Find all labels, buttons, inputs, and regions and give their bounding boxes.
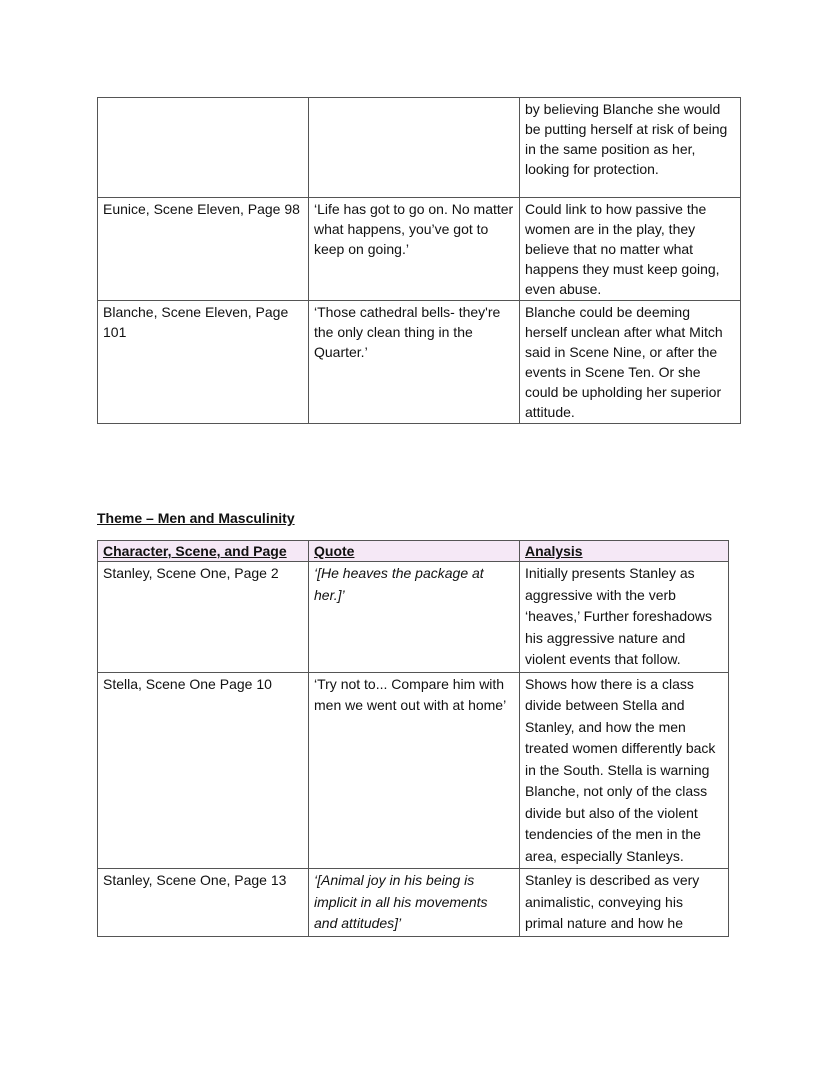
header-character: Character, Scene, and Page (98, 541, 309, 562)
character-cell: Blanche, Scene Eleven, Page 101 (98, 301, 309, 424)
analysis-cell: Shows how there is a class divide between Stella and Stanley, and how the men treated women differently back in the South. Stella is warning Blanche, not only of the class divide but also of the violent tendencies of the men in the area, especially Stanleys. (520, 672, 729, 869)
table-header-row (98, 541, 729, 562)
table-row (98, 198, 741, 301)
character-cell: Stanley, Scene One, Page 13 (98, 869, 309, 937)
character-cell: Stella, Scene One Page 10 (98, 672, 309, 869)
quote-cell (308, 98, 519, 198)
analysis-cell: Blanche could be deeming herself unclean after what Mitch said in Scene Nine, or after the events in Scene Ten. Or she could be upholding her superior attitude. (519, 301, 740, 424)
analysis-cell: Initially presents Stanley as aggressive with the verb ‘heaves,’ Further foreshadows his aggressive nature and violent events that follow. (520, 562, 729, 673)
quote-cell: ‘Try not to... Compare him with men we went out with at home’ (309, 672, 520, 869)
table-row (98, 98, 741, 198)
character-cell: Stanley, Scene One, Page 2 (98, 562, 309, 673)
section-heading: Theme – Men and Masculinity (97, 510, 295, 526)
header-analysis: Analysis (520, 541, 729, 562)
table-row (98, 869, 729, 937)
table-row (98, 301, 741, 424)
quote-cell: ‘Those cathedral bells- they're the only clean thing in the Quarter.’ (308, 301, 519, 424)
analysis-cell: Stanley is described as very animalistic, conveying his primal nature and how he (520, 869, 729, 937)
table-row (98, 672, 729, 869)
quote-cell: ‘Life has got to go on. No matter what happens, you’ve got to keep on going.’ (308, 198, 519, 301)
character-cell: Eunice, Scene Eleven, Page 98 (98, 198, 309, 301)
character-cell (98, 98, 309, 198)
table-continued (97, 97, 741, 424)
quote-cell: ‘[Animal joy in his being is implicit in all his movements and attitudes]’ (309, 869, 520, 937)
quote-cell: ‘[He heaves the package at her.]’ (309, 562, 520, 673)
table-row (98, 562, 729, 673)
header-quote: Quote (309, 541, 520, 562)
analysis-cell: by believing Blanche she would be putting herself at risk of being in the same position as her, looking for protection. (519, 98, 740, 198)
theme-table (97, 540, 729, 937)
analysis-cell: Could link to how passive the women are in the play, they believe that no matter what happens they must keep going, even abuse. (519, 198, 740, 301)
